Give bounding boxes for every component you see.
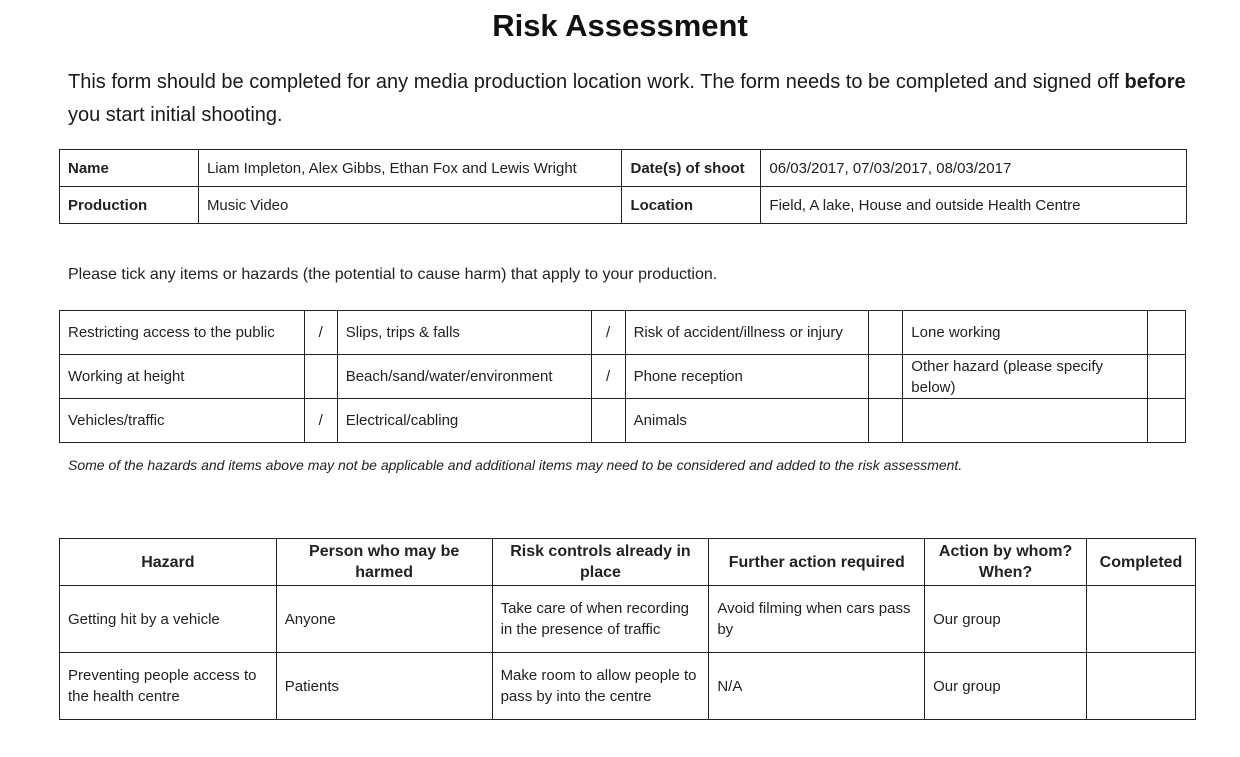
- col-header: Completed: [1086, 539, 1195, 586]
- table-cell[interactable]: Our group: [925, 586, 1087, 653]
- hazard-label: Slips, trips & falls: [337, 311, 591, 355]
- risk-header-row: [60, 539, 1196, 586]
- hazard-label: Electrical/cabling: [337, 399, 591, 443]
- production-label: Production: [60, 187, 199, 224]
- table-cell[interactable]: N/A: [709, 653, 925, 720]
- table-cell[interactable]: Getting hit by a vehicle: [60, 586, 277, 653]
- hazard-tick-box[interactable]: /: [304, 311, 337, 355]
- table-cell[interactable]: Our group: [925, 653, 1087, 720]
- location-label: Location: [622, 187, 761, 224]
- col-header: Action by whom? When?: [925, 539, 1087, 586]
- table-cell[interactable]: Make room to allow people to pass by into the centre: [492, 653, 709, 720]
- name-label: Name: [60, 150, 199, 187]
- col-header: Hazard: [60, 539, 277, 586]
- location-value[interactable]: Field, A lake, House and outside Health Centre: [761, 187, 1187, 224]
- hazard-tick-box[interactable]: /: [304, 399, 337, 443]
- table-row: [60, 653, 1196, 720]
- hazard-label: Lone working: [903, 311, 1148, 355]
- intro-rest: you start initial shooting.: [68, 104, 283, 126]
- dates-label: Date(s) of shoot: [622, 150, 761, 187]
- hazard-row: [60, 311, 1186, 355]
- hazard-tick-box[interactable]: [591, 399, 625, 443]
- intro-bold: before: [1124, 71, 1186, 93]
- hazard-tick-box[interactable]: [304, 355, 337, 399]
- hazard-tick-box[interactable]: [869, 311, 903, 355]
- hazard-label: Risk of accident/illness or injury: [625, 311, 869, 355]
- hazard-label: Working at height: [60, 355, 305, 399]
- hazard-tick-box[interactable]: [869, 399, 903, 443]
- production-value[interactable]: Music Video: [198, 187, 622, 224]
- tick-instruction: Please tick any items or hazards (the potential to cause harm) that apply to your production.: [68, 266, 718, 283]
- table-cell[interactable]: Patients: [276, 653, 492, 720]
- dates-value[interactable]: 06/03/2017, 07/03/2017, 08/03/2017: [761, 150, 1187, 187]
- table-row: [60, 586, 1196, 653]
- hazard-tick-box[interactable]: /: [591, 311, 625, 355]
- risk-table: [59, 538, 1196, 720]
- hazard-row: [60, 399, 1186, 443]
- intro-line: This form should be completed for any media production location work. The form needs to be completed and signed off: [68, 71, 1119, 93]
- hazard-checklist: [59, 310, 1186, 443]
- hazard-tick-box[interactable]: [869, 355, 903, 399]
- intro-text: [68, 66, 1208, 132]
- table-cell[interactable]: Take care of when recording in the presence of traffic: [492, 586, 709, 653]
- hazard-tick-box[interactable]: /: [591, 355, 625, 399]
- hazard-label: Animals: [625, 399, 869, 443]
- hazard-label: Phone reception: [625, 355, 869, 399]
- details-row: [60, 150, 1187, 187]
- page-title: Risk Assessment: [492, 8, 748, 43]
- table-cell[interactable]: Preventing people access to the health centre: [60, 653, 277, 720]
- hazard-row: [60, 355, 1186, 399]
- table-cell[interactable]: Anyone: [276, 586, 492, 653]
- details-table: [59, 149, 1187, 224]
- col-header: Person who may be harmed: [276, 539, 492, 586]
- hazard-label: Other hazard (please specify below): [903, 355, 1148, 399]
- hazard-tick-box[interactable]: [1147, 355, 1185, 399]
- hazard-label: Restricting access to the public: [60, 311, 305, 355]
- col-header: Further action required: [709, 539, 925, 586]
- col-header: Risk controls already in place: [492, 539, 709, 586]
- hazard-note: Some of the hazards and items above may not be applicable and additional items may need to be considered and added to the risk assessment.: [68, 457, 963, 473]
- hazard-tick-box[interactable]: [1147, 311, 1185, 355]
- hazard-label: Vehicles/traffic: [60, 399, 305, 443]
- details-row: [60, 187, 1187, 224]
- hazard-tick-box[interactable]: [1147, 399, 1185, 443]
- hazard-label[interactable]: [903, 399, 1148, 443]
- hazard-label: Beach/sand/water/environment: [337, 355, 591, 399]
- table-cell[interactable]: [1086, 653, 1195, 720]
- table-cell[interactable]: [1086, 586, 1195, 653]
- table-cell[interactable]: Avoid filming when cars pass by: [709, 586, 925, 653]
- name-value[interactable]: Liam Impleton, Alex Gibbs, Ethan Fox and Lewis Wright: [198, 150, 622, 187]
